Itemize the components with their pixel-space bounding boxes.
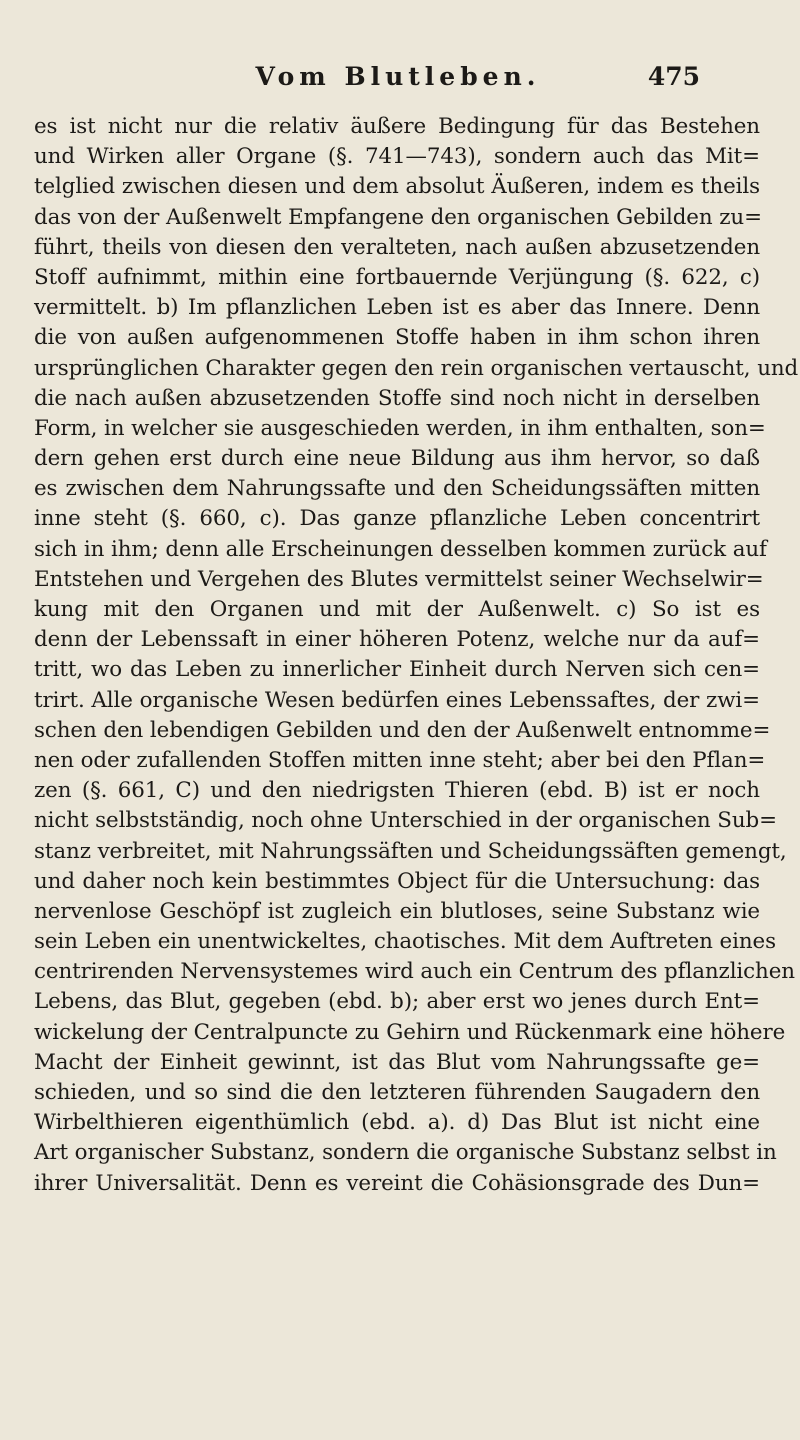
text-line: vermittelt. b) Im pflanzlichen Leben ist es aber das Innere. Denn: [34, 295, 760, 321]
text-line: trirt. Alle organische Wesen bedürfen eines Lebenssaftes, der zwi=: [34, 687, 760, 713]
text-line: kung mit den Organen und mit der Außenwelt. c) So ist es: [34, 597, 760, 622]
text-line: Entstehen und Vergehen des Blutes vermittelst seiner Wechselwir=: [34, 566, 764, 592]
text-line: wickelung der Centralpuncte zu Gehirn und Rückenmark eine höhere: [34, 1019, 786, 1045]
text-line: Form, in welcher sie ausgeschieden werden, in ihm enthalten, son=: [34, 415, 766, 441]
text-line: denn der Lebenssaft in einer höheren Potenz, welche nur da auf=: [34, 627, 760, 653]
text-line: es zwischen dem Nahrungssafte und den Scheidungssäften mitten: [34, 476, 760, 502]
page-header: [96, 56, 700, 96]
text-line: nicht selbstständig, noch ohne Unterschied in der organischen Sub=: [34, 808, 777, 834]
text-line: Wirbelthieren eigenthümlich (ebd. a). d) Das Blut ist nicht eine: [34, 1110, 760, 1136]
text-line: stanz verbreitet, mit Nahrungssäften und Scheidungssäften gemengt,: [34, 838, 787, 864]
text-line: Art organischer Substanz, sondern die organische Substanz selbst in: [34, 1140, 777, 1166]
text-line: dern gehen erst durch eine neue Bildung aus ihm hervor, so daß: [34, 446, 760, 472]
text-line: und Wirken aller Organe (§. 741—743), sondern auch das Mit=: [34, 144, 760, 170]
text-line: zen (§. 661, C) und den niedrigsten Thieren (ebd. B) ist er noch: [34, 778, 760, 804]
page-number: 475: [647, 62, 700, 91]
text-line: schen den lebendigen Gebilden und den der Außenwelt entnomme=: [34, 717, 771, 743]
text-line: ihrer Universalität. Denn es vereint die Cohäsionsgrade des Dun=: [34, 1170, 760, 1196]
text-line: und daher noch kein bestimmtes Object für die Untersuchung: das: [34, 868, 760, 894]
text-line: centrirenden Nervensystemes wird auch ein Centrum des pflanzlichen: [34, 959, 795, 985]
text-line: die von außen aufgenommenen Stoffe haben in ihm schon ihren: [34, 325, 760, 351]
text-line: Lebens, das Blut, gegeben (ebd. b); aber erst wo jenes durch Ent=: [34, 989, 760, 1015]
text-line: nervenlose Geschöpf ist zugleich ein blutloses, seine Substanz wie: [34, 898, 760, 924]
body-text: [34, 112, 799, 1199]
text-line: ursprünglichen Charakter gegen den rein organischen vertauscht, und: [34, 355, 799, 381]
text-line: Macht der Einheit gewinnt, ist das Blut vom Nahrungssafte ge=: [34, 1049, 760, 1075]
text-line: es ist nicht nur die relativ äußere Bedingung für das Bestehen: [34, 114, 760, 139]
text-line: nen oder zufallenden Stoffen mitten inne steht; aber bei den Pflan=: [34, 747, 766, 773]
text-line: die nach außen abzusetzenden Stoffe sind noch nicht in derselben: [34, 385, 760, 411]
text-line: das von der Außenwelt Empfangene den organischen Gebilden zu=: [34, 204, 762, 230]
text-line: schieden, und so sind die den letzteren führenden Saugadern den: [34, 1080, 760, 1105]
text-line: Stoff aufnimmt, mithin eine fortbauernde Verjüngung (§. 622, c): [34, 264, 760, 290]
text-line: inne steht (§. 660, c). Das ganze pflanzliche Leben concentrirt: [34, 506, 760, 532]
text-line: tritt, wo das Leben zu innerlicher Einheit durch Nerven sich cen=: [34, 657, 760, 683]
text-line: sich in ihm; denn alle Erscheinungen desselben kommen zurück auf: [34, 536, 767, 562]
running-title: Vom Blutleben.: [255, 62, 541, 91]
text-line: führt, theils von diesen den veralteten, nach außen abzusetzenden: [34, 234, 760, 260]
text-line: telglied zwischen diesen und dem absolut Äußeren, indem es theils: [34, 174, 760, 200]
text-line: sein Leben ein unentwickeltes, chaotisches. Mit dem Auftreten eines: [34, 929, 776, 955]
